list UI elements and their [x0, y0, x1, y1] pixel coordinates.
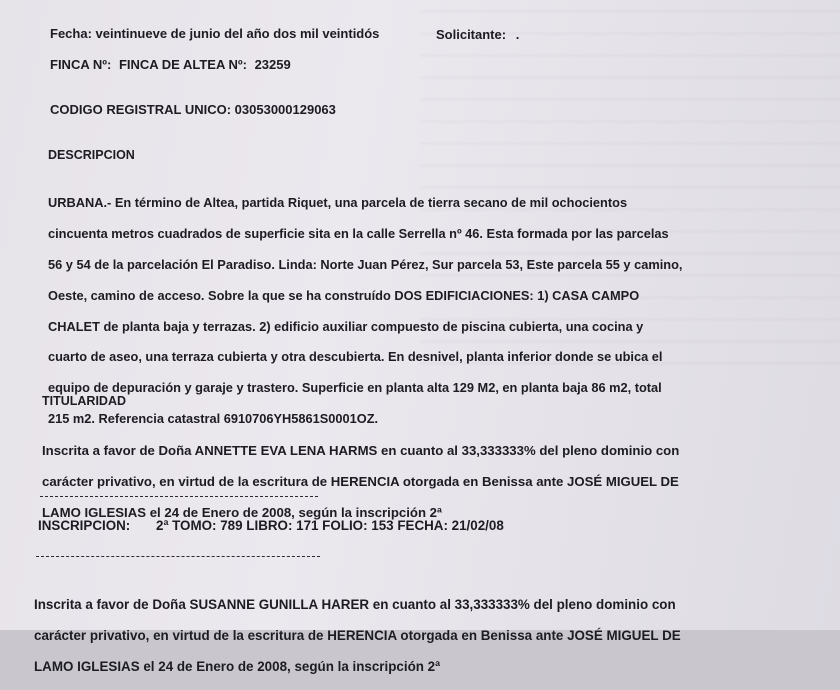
descripcion-line: URBANA.- En término de Altea, partida Riquet, una parcela de tierra secano de mil ochocientos [48, 195, 628, 211]
descripcion-line: Oeste, camino de acceso. Sobre la que se ha construído DOS EDIFICIACIONES: 1) CASA CAMPO [48, 287, 640, 303]
titularidad-line: Inscrita a favor de Doña ANNETTE EVA LENA HARMS en cuanto al 33,333333% del pleno dominio con [42, 442, 680, 458]
solicitante-row [436, 27, 519, 42]
titularidad-line: Inscrita a favor de Doña SUSANNE GUNILLA HARER en cuanto al 33,333333% del pleno dominio con [34, 596, 676, 612]
solicitante-value: . [515, 27, 520, 42]
fecha-label: Fecha: [50, 26, 92, 41]
inscripcion-value: 2ª TOMO: 789 LIBRO: 171 FOLIO: 153 FECHA: 21/02/08 [156, 518, 504, 533]
codigo-label: CODIGO REGISTRAL UNICO: [50, 102, 232, 117]
finca-label: FINCA Nº: [50, 57, 112, 72]
fecha-value: veintinueve de junio del año dos mil veintidós [95, 26, 380, 41]
finca-number: 23259 [254, 57, 291, 72]
descripcion-line: CHALET de planta baja y terrazas. 2) edificio auxiliar compuesto de piscina cubierta, una cocina y [48, 318, 644, 334]
descripcion-heading: DESCRIPCION [48, 148, 135, 162]
titularidad-heading: TITULARIDAD [42, 394, 127, 408]
descripcion-line: equipo de depuración y garaje y trastero. Superficie en planta alta 129 M2, en planta baja 86 m2, total [48, 380, 662, 396]
solicitante-label: Solicitante: [436, 27, 507, 42]
descripcion-line: 56 y 54 de la parcelación El Paradiso. Linda: Norte Juan Pérez, Sur parcela 53, Este parcela 55 y camino, [48, 257, 683, 273]
codigo-row [50, 102, 336, 117]
finca-row [50, 57, 291, 72]
titularidad-entry-2 [34, 581, 681, 690]
descripcion-line: cuarto de aseo, una terraza cubierta y otra descubierta. En desnivel, planta inferior donde se ubica el [48, 349, 663, 365]
codigo-value: 03053000129063 [234, 102, 336, 117]
finca-value: FINCA DE ALTEA Nº: [118, 57, 247, 72]
titularidad-line: carácter privativo, en virtud de la escritura de HERENCIA otorgada en Benissa ante JOSÉ MIGUEL DE [42, 473, 679, 489]
dashed-separator [36, 556, 320, 557]
descripcion-line: cincuenta metros cuadrados de superficie sita en la calle Serrella nº 46. Esta formada por las parcelas [48, 226, 669, 242]
titularidad-line: LAMO IGLESIAS el 24 de Enero de 2008, según la inscripción 2ª [42, 504, 442, 520]
dashed-separator [40, 496, 318, 497]
inscripcion-label: INSCRIPCION: [38, 518, 131, 533]
fecha-row [50, 26, 379, 41]
descripcion-line: 215 m2. Referencia catastral 6910706YH5861S0001OZ. [48, 411, 379, 427]
titularidad-line: carácter privativo, en virtud de la escritura de HERENCIA otorgada en Benissa ante JOSÉ MIGUEL DE [34, 627, 681, 643]
descripcion-text [48, 180, 682, 442]
inscripcion-row [38, 518, 504, 533]
titularidad-line: LAMO IGLESIAS el 24 de Enero de 2008, según la inscripción 2ª [34, 658, 441, 674]
